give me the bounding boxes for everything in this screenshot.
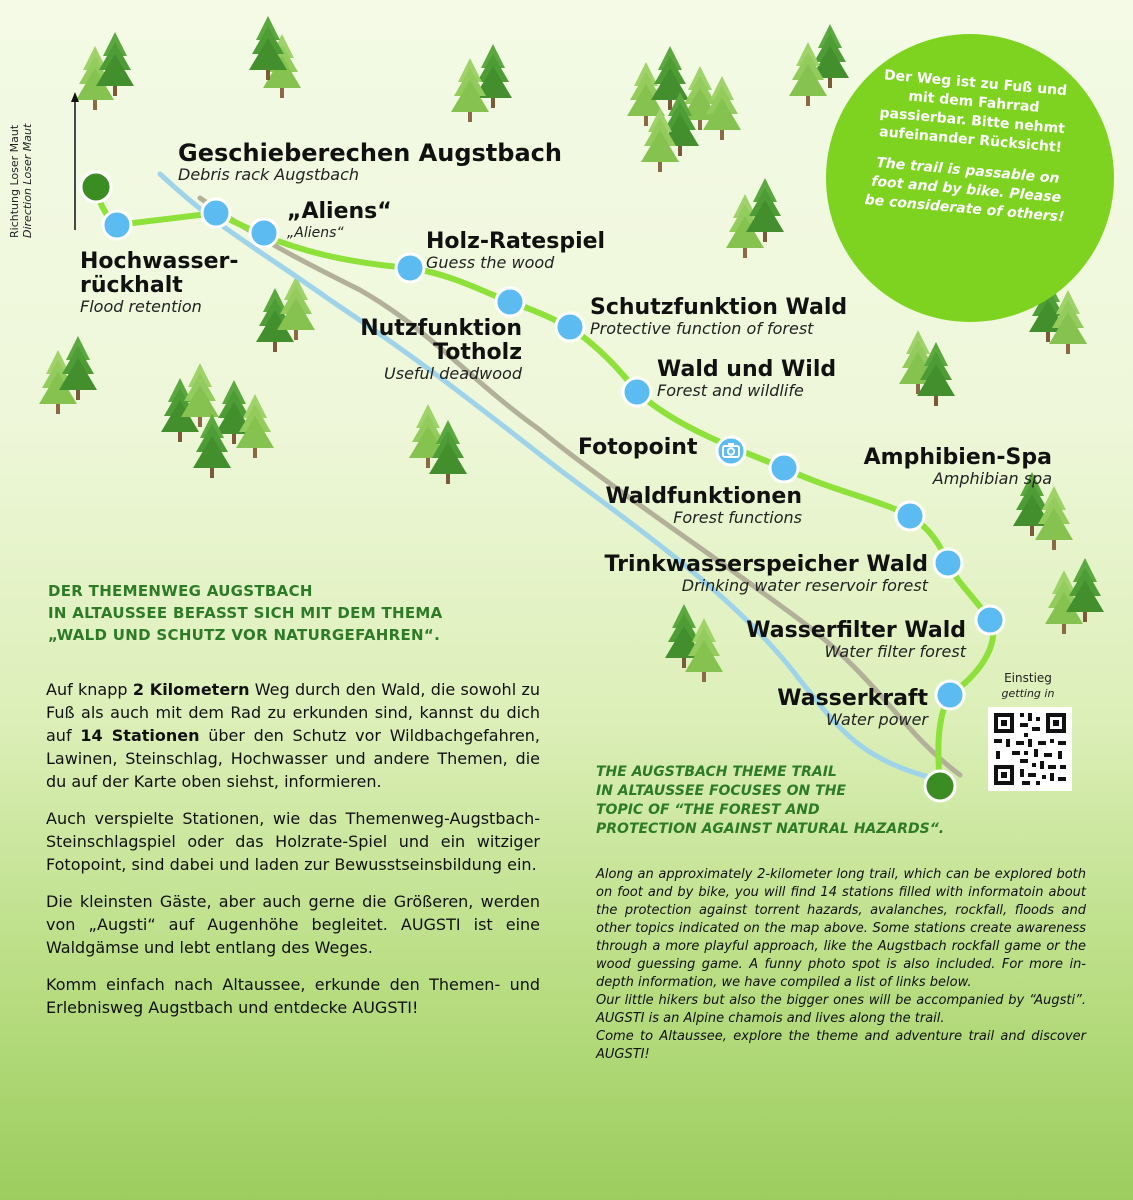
de-paragraph-1: Auf knapp 2 Kilometern Weg durch den Wald, die sowohl zu Fuß als auch mit dem Rad zu erkunden sind, kannst du dich auf 14 Stationen über den Schutz vor Wildbachgefahren, Lawinen, Steinschlag, Hochwasser und andere Themen, die du auf der Karte oben siehst, informieren. <box>46 680 541 791</box>
station-marker <box>202 199 230 227</box>
station-marker <box>556 313 584 341</box>
station-label-debris-rack: Geschieberechen Augstbach Debris rack Augstbach <box>178 139 562 184</box>
station-label-aliens: „Aliens“ „Aliens“ <box>287 199 392 241</box>
de-heading: DER THEMENWEG AUGSTBACH IN ALTAUSSEE BEFASST SICH MIT DEM THEMA „WALD UND SCHUTZ VOR NATURGEFAHREN“. <box>48 582 443 644</box>
entry-label <box>993 671 1063 701</box>
station-label-water-filter: Wasserfilter Wald Water filter forest <box>746 618 966 661</box>
station-label-drinking-water: Trinkwasserspeicher Wald Drinking water reservoir forest <box>604 552 928 595</box>
de-paragraph-2: Auch verspielte Stationen, wie das Themenweg-Augstbach-Steinschlagspiel oder das Holzrate-Spiel und ein witziger Fotopoint, sind dabei und laden zur Bewusstseinsbildung ein. <box>46 809 540 874</box>
station-label-forest-functions: Waldfunktionen Forest functions <box>605 484 802 527</box>
station-label-protective-function: Schutzfunktion Wald Protective function of forest <box>590 295 848 338</box>
de-paragraph-4: Komm einfach nach Altaussee, erkunde den Themen- und Erlebnisweg Augstbach und entdecke AUGSTI! <box>46 975 540 1017</box>
station-label-water-power: Wasserkraft Water power <box>777 686 928 729</box>
station-label-useful-deadwood: Nutzfunktion Totholz Useful deadwood <box>360 316 522 383</box>
entry-de: Einstieg <box>1004 671 1052 685</box>
station-marker <box>976 606 1004 634</box>
entry-en: getting in <box>1001 687 1055 700</box>
station-marker <box>250 219 278 247</box>
station-label-amphibian-spa: Amphibien-Spa Amphibian spa <box>863 445 1052 488</box>
station-marker <box>623 378 651 406</box>
info-bubble <box>826 34 1114 322</box>
info-bubble-en: The trail is passable on foot and by bike. Please be considerate of others! <box>864 154 1066 226</box>
station-marker <box>396 254 424 282</box>
direction-en: Direction Loser Maut <box>21 123 34 238</box>
en-paragraph-3: Come to Altaussee, explore the theme and adventure trail and discover AUGSTI! <box>596 1029 1086 1062</box>
direction-de: Richtung Loser Maut <box>8 124 21 238</box>
station-marker <box>496 288 524 316</box>
de-paragraph-3: Die kleinsten Gäste, aber auch gerne die Größeren, werden von „Augsti“ auf Augenhöhe begleitet. AUGSTI ist eine Waldgämse und lebt entlang des Weges. <box>46 892 540 957</box>
en-heading: THE AUGSTBACH THEME TRAIL IN ALTAUSSEE FOCUSES ON THE TOPIC OF “THE FOREST AND PROTECTION AGAINST NATURAL HAZARDS“. <box>596 764 945 837</box>
en-body <box>596 866 1086 1064</box>
direction-arrow <box>71 92 79 230</box>
station-label-flood-retention: Hochwasser- rückhalt Flood retention <box>80 249 239 316</box>
trail-end-point <box>81 172 111 202</box>
station-marker <box>103 211 131 239</box>
en-paragraph-1: Along an approximately 2-kilometer long trail, which can be explored both on foot and by bike, you will find 14 stations filled with informatoin about the protection against torrent hazards, avalanches, rockfall, floods and other topics indicated on the map above. Some stations create awareness through a more playful approach, like the Augstbach rockfall game or the wood guessing game. A funny photo spot is also included. For more in-depth information, we have compiled a list of links below. <box>596 867 1086 990</box>
station-marker <box>934 549 962 577</box>
station-marker <box>770 454 798 482</box>
en-paragraph-2: Our little hikers but also the bigger ones will be accompanied by “Augsti”. AUGSTI is an Alpine chamois and lives along the trail. <box>596 993 1086 1026</box>
info-bubble-de: Der Weg ist zu Fuß und mit dem Fahrrad passierbar. Bitte nehmt aufeinander Rücksicht! <box>878 67 1068 156</box>
camera-icon <box>717 437 745 465</box>
station-marker <box>936 681 964 709</box>
station-label-guess-the-wood: Holz-Ratespiel Guess the wood <box>426 229 606 272</box>
station-label-forest-wildlife: Wald und Wild Forest and wildlife <box>657 357 837 400</box>
direction-label <box>8 124 34 238</box>
station-marker <box>896 502 924 530</box>
info-bubble-text <box>858 65 1082 228</box>
de-body <box>46 678 540 1033</box>
station-label-fotopoint: Fotopoint <box>578 435 698 460</box>
